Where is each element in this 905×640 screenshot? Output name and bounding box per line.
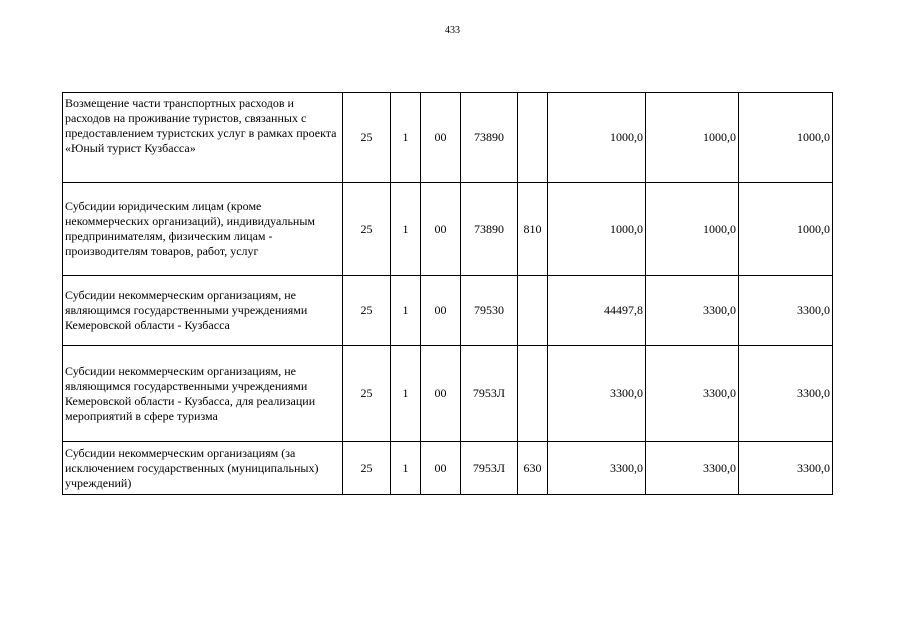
code-3: 00 xyxy=(421,442,461,495)
table-row xyxy=(63,276,833,346)
code-1: 25 xyxy=(343,183,391,276)
row-name: Субсидии юридическим лицам (кроме некоммерческих организаций), индивидуальным предпринимателям, физическим лицам - производителям товаров, работ, услуг xyxy=(63,183,343,276)
code-3: 00 xyxy=(421,276,461,346)
row-name: Субсидии некоммерческим организациям, не являющимся государственными учреждениями Кемеровской области - Кузбасса xyxy=(63,276,343,346)
sum-3: 3300,0 xyxy=(739,442,833,495)
code-3: 00 xyxy=(421,93,461,183)
sum-2: 3300,0 xyxy=(646,276,739,346)
sum-1: 1000,0 xyxy=(548,183,646,276)
code-1: 25 xyxy=(343,93,391,183)
table-row xyxy=(63,442,833,495)
code-2: 1 xyxy=(391,346,421,442)
expense-type-code xyxy=(518,93,548,183)
code-1: 25 xyxy=(343,346,391,442)
code-2: 1 xyxy=(391,276,421,346)
row-name: Возмещение части транспортных расходов и расходов на проживание туристов, связанных с предоставлением туристских услуг в рамках проекта «Юный турист Кузбасса» xyxy=(63,93,343,183)
sum-1: 3300,0 xyxy=(548,442,646,495)
expense-type-code: 630 xyxy=(518,442,548,495)
code-1: 25 xyxy=(343,276,391,346)
code-4: 7953Л xyxy=(461,346,518,442)
code-3: 00 xyxy=(421,183,461,276)
code-2: 1 xyxy=(391,442,421,495)
code-4: 79530 xyxy=(461,276,518,346)
sum-3: 1000,0 xyxy=(739,183,833,276)
code-2: 1 xyxy=(391,183,421,276)
expense-type-code: 810 xyxy=(518,183,548,276)
sum-1: 44497,8 xyxy=(548,276,646,346)
budget-table xyxy=(62,92,833,495)
table-row xyxy=(63,183,833,276)
code-3: 00 xyxy=(421,346,461,442)
code-4: 7953Л xyxy=(461,442,518,495)
sum-1: 1000,0 xyxy=(548,93,646,183)
sum-3: 3300,0 xyxy=(739,346,833,442)
row-name: Субсидии некоммерческим организациям, не являющимся государственными учреждениями Кемеровской области - Кузбасса, для реализации мероприятий в сфере туризма xyxy=(63,346,343,442)
expense-type-code xyxy=(518,276,548,346)
sum-2: 3300,0 xyxy=(646,442,739,495)
sum-3: 1000,0 xyxy=(739,93,833,183)
sum-1: 3300,0 xyxy=(548,346,646,442)
code-4: 73890 xyxy=(461,93,518,183)
sum-3: 3300,0 xyxy=(739,276,833,346)
table-row xyxy=(63,346,833,442)
table-row xyxy=(63,93,833,183)
code-2: 1 xyxy=(391,93,421,183)
expense-type-code xyxy=(518,346,548,442)
page-number: 433 xyxy=(445,25,460,36)
sum-2: 1000,0 xyxy=(646,93,739,183)
sum-2: 3300,0 xyxy=(646,346,739,442)
sum-2: 1000,0 xyxy=(646,183,739,276)
code-4: 73890 xyxy=(461,183,518,276)
row-name: Субсидии некоммерческим организациям (за исключением государственных (муниципальных) учреждений) xyxy=(63,442,343,495)
code-1: 25 xyxy=(343,442,391,495)
